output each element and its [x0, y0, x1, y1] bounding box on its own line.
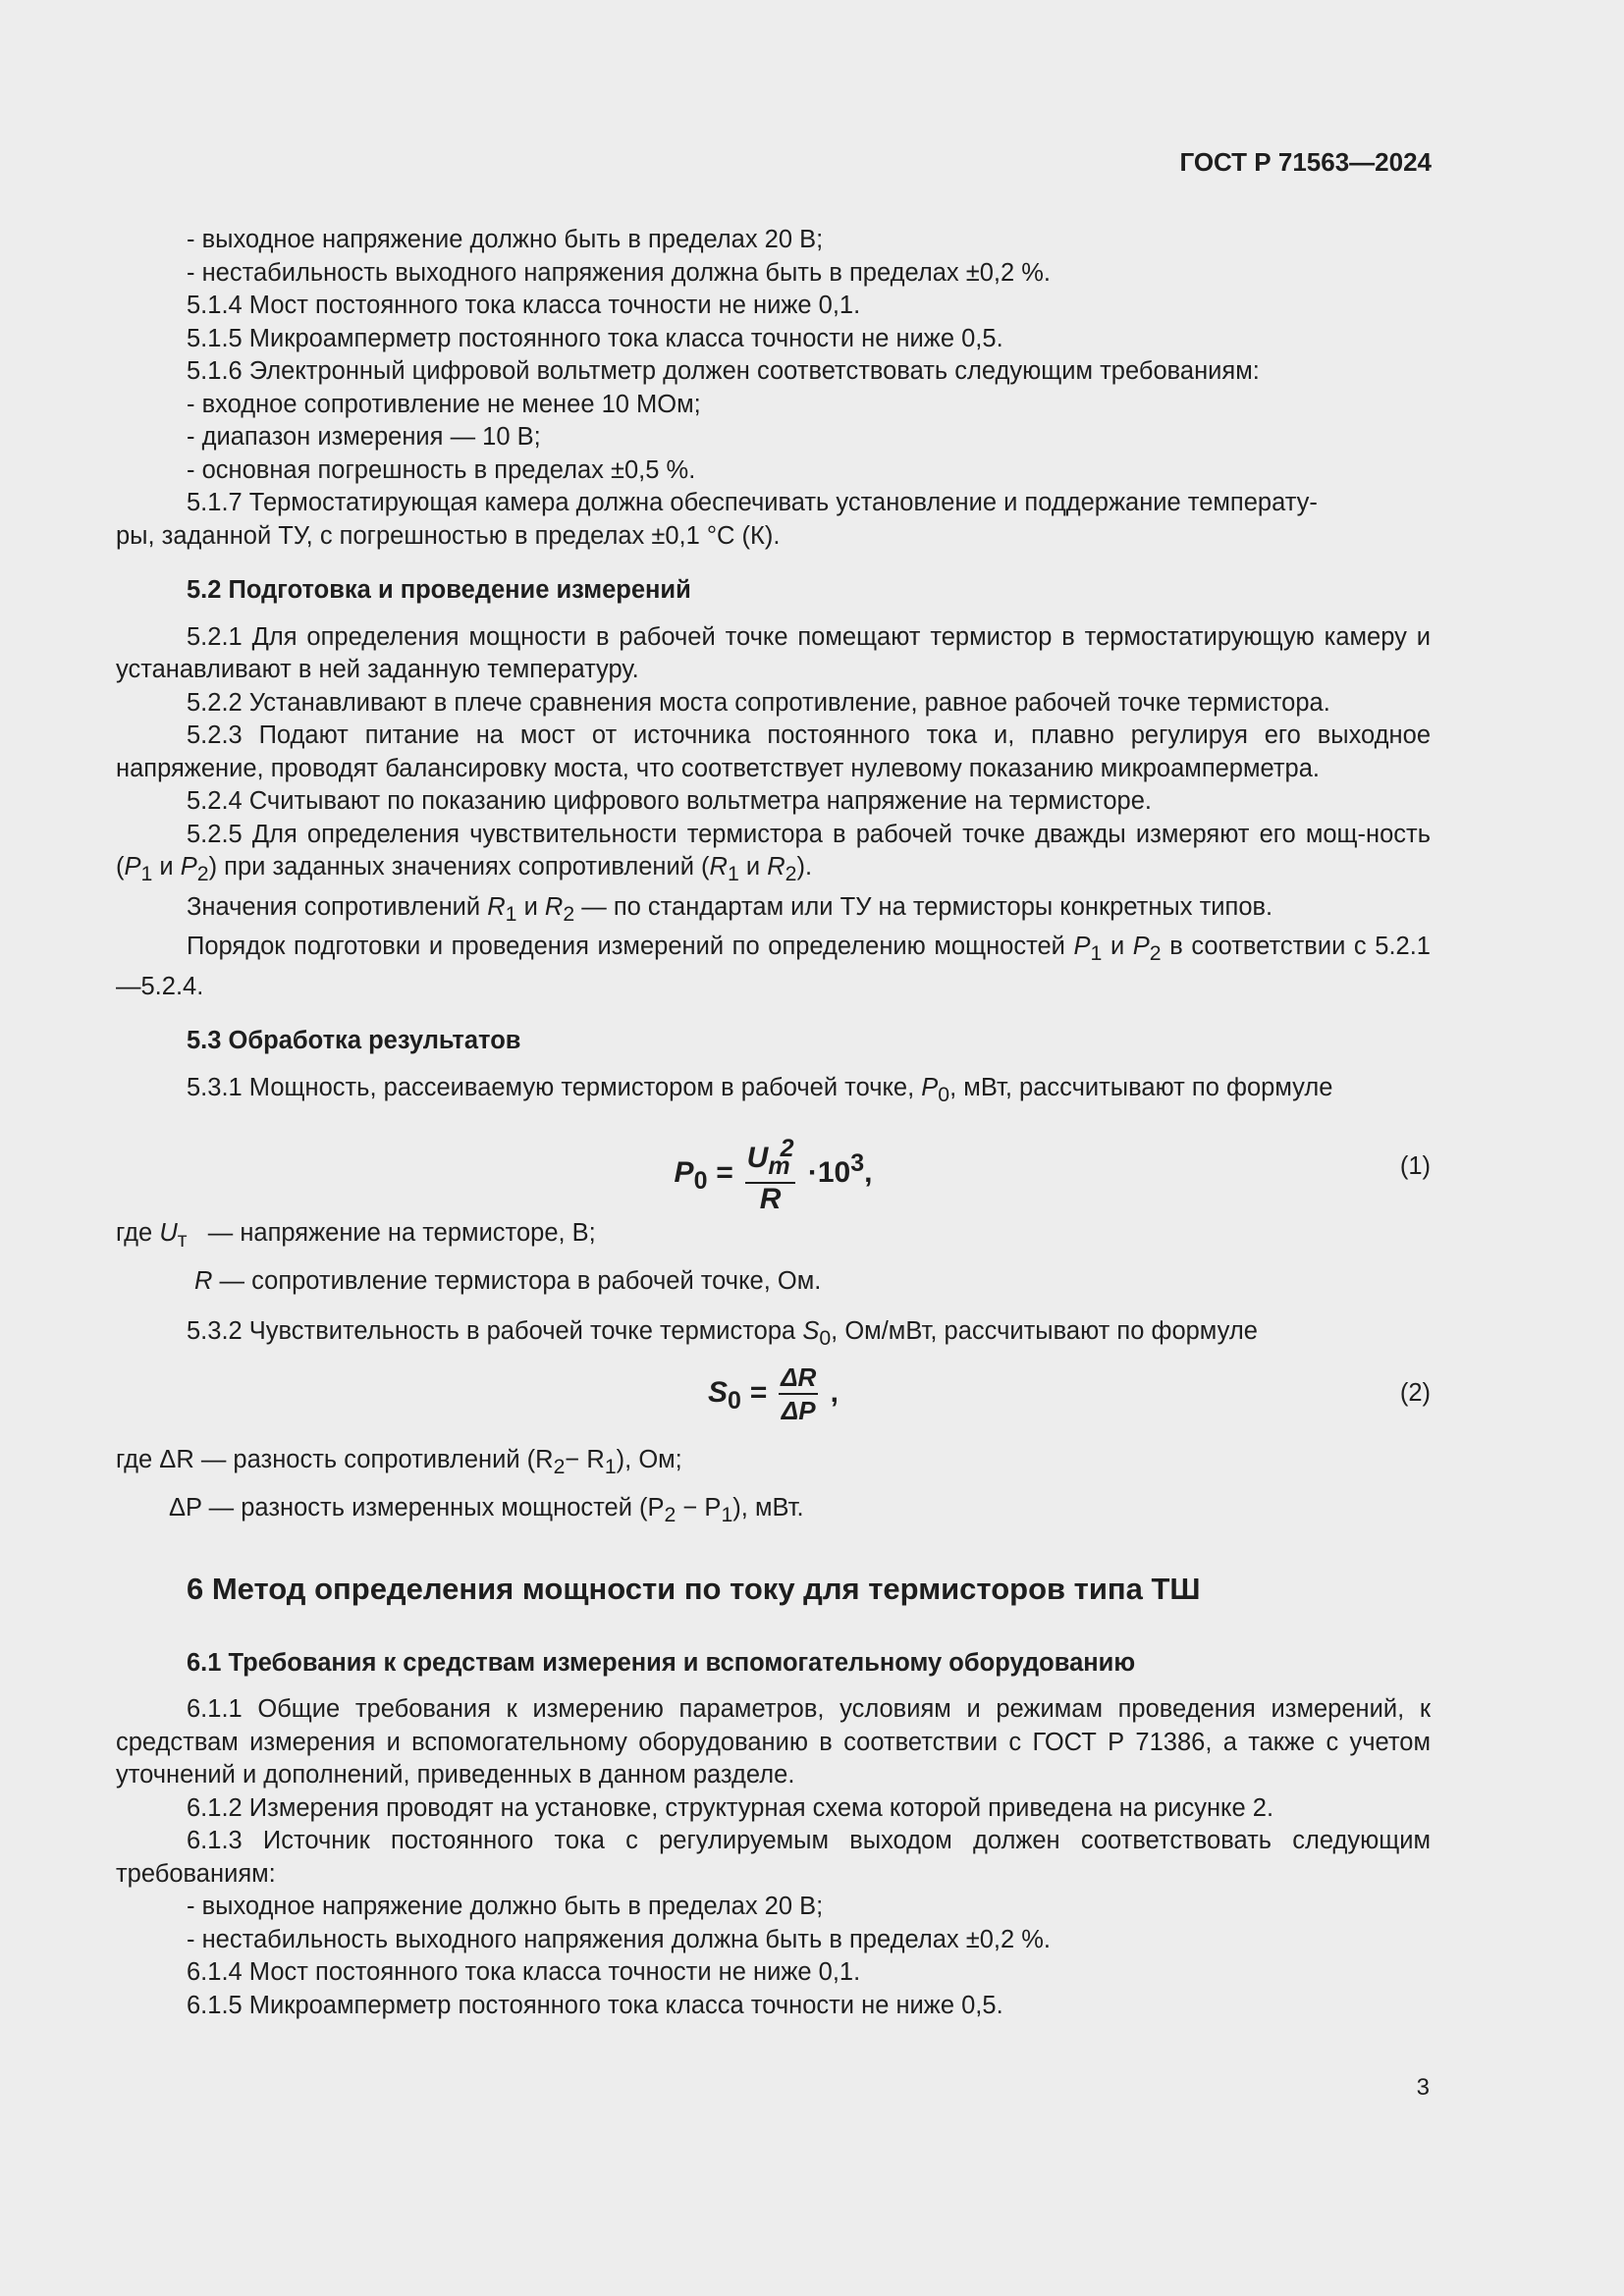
- list-item: - диапазон измерения — 10 В;: [187, 423, 541, 451]
- section-title-5-2: 5.2 Подготовка и проведение измерений: [187, 576, 691, 604]
- document-header: ГОСТ Р 71563—2024: [1179, 147, 1432, 177]
- paragraph-5-2-3: 5.2.3 Подают питание на мост от источника постоянного тока и, плавно регулируя его выходное напряжение, проводят балансировку моста, что соответствует нулевому показанию микроамперметра.: [116, 721, 1431, 782]
- list-item: - входное сопротивление не менее 10 МОм;: [187, 390, 701, 418]
- paragraph-6-1-1: 6.1.1 Общие требования к измерению параметров, условиям и режимам проведения измерений, к средствам измерения и вспомогательному оборудованию в соответствии с ГОСТ Р 71386, а также с учетом уточнений и дополнений, приведенных в данном разделе.: [116, 1695, 1431, 1789]
- list-item: - выходное напряжение должно быть в пределах 20 В;: [187, 1893, 824, 1921]
- where-r: R — сопротивление термистора в рабочей точке, Ом.: [194, 1266, 822, 1295]
- paragraph-5-2-1: 5.2.1 Для определения мощности в рабочей точке помещают термистор в термостатирующую камеру и устанавливают в ней заданную температуру.: [116, 622, 1431, 683]
- paragraph-5-3-2: 5.3.2 Чувствительность в рабочей точке термистора $S_0$, Ом/мВт, рассчитывают по формуле: [187, 1317, 1258, 1351]
- where-ut: где $U_т$ — напряжение на термисторе, В;: [116, 1219, 596, 1253]
- paragraph-5-3-1: 5.3.1 Мощность, рассеиваемую термистором в рабочей точке, $P_0$, мВт, рассчитывают по формуле: [187, 1073, 1333, 1106]
- formula-2-number: (2): [1399, 1379, 1431, 1408]
- paragraph-5-1-4: 5.1.4 Мост постоянного тока класса точности не ниже 0,1.: [187, 292, 861, 319]
- paragraph-6-1-2: 6.1.2 Измерения проводят на установке, структурная схема которой приведена на рисунке 2.: [187, 1793, 1274, 1822]
- page-number: 3: [1416, 2074, 1430, 2101]
- section-title-5-3: 5.3 Обработка результатов: [187, 1027, 521, 1055]
- paragraph-5-1-5: 5.1.5 Микроамперметр постоянного тока класса точности не ниже 0,5.: [187, 324, 1003, 352]
- paragraph-resistance-values: Значения сопротивлений $R_1$ и $R_2$ — по стандартам или ТУ на термисторы конкретных типов.: [187, 892, 1273, 926]
- paragraph-5-2-2: 5.2.2 Устанавливают в плече сравнения моста сопротивление, равное рабочей точке термистора.: [187, 688, 1330, 717]
- paragraph-5-1-7-line1: 5.1.7 Термостатирующая камера должна обеспечивать установление и поддержание температу-: [187, 489, 1318, 516]
- paragraph-5-2-5: 5.2.5 Для определения чувствительности термистора в рабочей точке дважды измеряют его мощ-ность ($P_1$ и $P_2$) при заданных значениях сопротивлений ($R_1$ и $R_2$).: [116, 820, 1431, 886]
- section-title-6-1: 6.1 Требования к средствам измерения и вспомогательному оборудованию: [187, 1648, 1136, 1677]
- formula-1: [116, 1121, 1431, 1216]
- paragraph-5-1-7-line2: ры, заданной ТУ, с погрешностью в пределах ±0,1 °С (К).: [116, 521, 781, 550]
- list-item: - нестабильность выходного напряжения должна быть в пределах ±0,2 %.: [187, 1925, 1051, 1953]
- list-item: - выходное напряжение должно быть в пределах 20 В;: [187, 226, 824, 253]
- paragraph-6-1-5: 6.1.5 Микроамперметр постоянного тока класса точности не ниже 0,5.: [187, 1991, 1003, 2019]
- list-item: - основная погрешность в пределах ±0,5 %.: [187, 455, 696, 484]
- chapter-title-6: 6 Метод определения мощности по току для термисторов типа ТШ: [187, 1572, 1201, 1607]
- paragraph-procedure-order: Порядок подготовки и проведения измерений по определению мощностей $P_1$ и $P_2$ в соответствии с 5.2.1—5.2.4.: [116, 933, 1431, 1000]
- where-delta-r: где ΔR — разность сопротивлений $(R_2- R_1)$, Ом;: [116, 1446, 682, 1479]
- paragraph-5-1-6: 5.1.6 Электронный цифровой вольтметр должен соответствовать следующим требованиям:: [187, 357, 1260, 385]
- document-body: [116, 224, 1431, 2022]
- formula-1-expression: $P_0$ = $\frac{U_т^2}{R}$ $\cdot 10^3$,: [674, 1135, 873, 1216]
- paragraph-5-2-4: 5.2.4 Считывают по показанию цифрового вольтметра напряжение на термисторе.: [187, 787, 1152, 815]
- paragraph-6-1-4: 6.1.4 Мост постоянного тока класса точности не ниже 0,1.: [187, 1958, 861, 1987]
- formula-2-expression: $S_0$ = $\frac{\Delta R}{\Delta P}$ ,: [707, 1362, 839, 1426]
- list-item: - нестабильность выходного напряжения должна быть в пределах ±0,2 %.: [187, 258, 1051, 287]
- formula-2: [116, 1356, 1431, 1434]
- formula-1-number: (1): [1399, 1152, 1431, 1181]
- paragraph-6-1-3: 6.1.3 Источник постоянного тока с регулируемым выходом должен соответствовать следующим требованиям:: [116, 1827, 1431, 1888]
- where-delta-p: ΔP — разность измеренных мощностей $(P_2 - P_1)$, мВт.: [169, 1493, 804, 1526]
